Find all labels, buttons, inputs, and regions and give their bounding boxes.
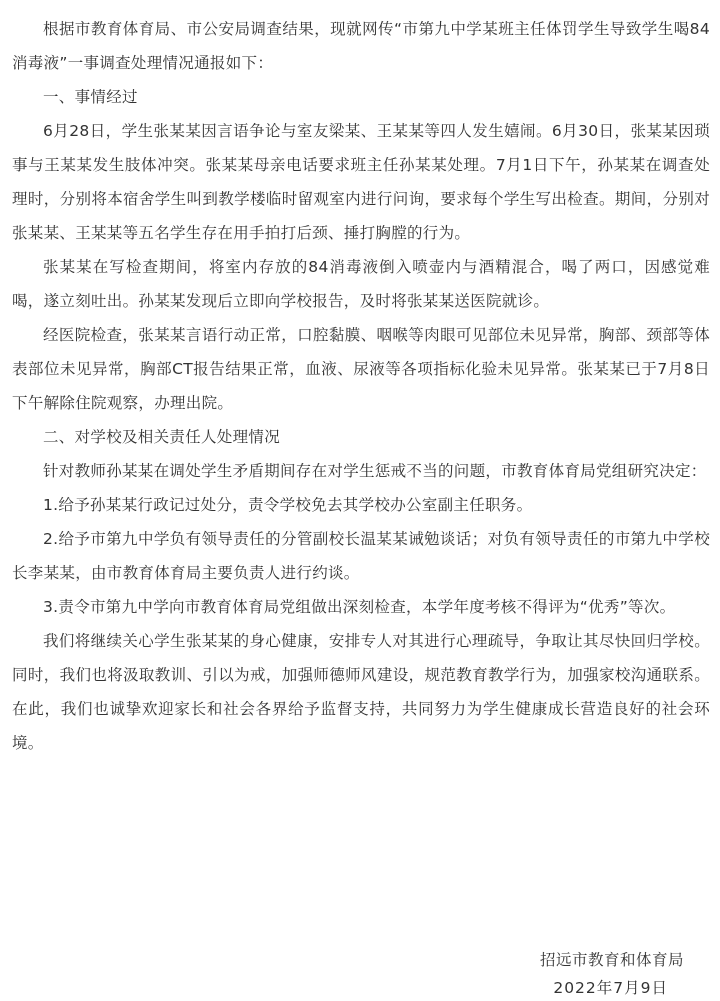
closing-paragraph: 我们将继续关心学生张某某的身心健康，安排专人对其进行心理疏导，争取让其尽快回归学校。同时，我们也将汲取教训、引以为戒，加强师德师风建设，规范教育教学行为，加强家校沟通联系。在此，我们也诚挚欢迎家长和社会各界给予监督支持，共同努力为学生健康成长营造良好的社会环境。 bbox=[12, 632, 710, 752]
decision-intro-paragraph: 针对教师孙某某在调处学生矛盾期间存在对学生惩戒不当的问题，市教育体育局党组研究决定： bbox=[43, 462, 707, 480]
decision-item-3: 3.责令市第九中学向市教育体育局党组做出深刻检查，本学年度考核不得评为“优秀”等次。 bbox=[43, 598, 676, 616]
section-heading-events: 一、事情经过 bbox=[43, 88, 138, 106]
disinfectant-paragraph: 张某某在写检查期间，将室内存放的84消毒液倒入喷壶内与酒精混合，喝了两口，因感觉难喝，遂立刻吐出。孙某某发现后立即向学校报告，及时将张某某送医院就诊。 bbox=[12, 258, 710, 310]
signature-organization: 招远市教育和体育局 bbox=[539, 951, 684, 969]
decision-item-2: 2.给予市第九中学负有领导责任的分管副校长温某某诫勉谈话；对负有领导责任的市第九中学校长李某某，由市教育体育局主要负责人进行约谈。 bbox=[12, 530, 710, 582]
medical-check-paragraph: 经医院检查，张某某言语行动正常，口腔黏膜、咽喉等肉眼可见部位未见异常，胸部、颈部等体表部位未见异常，胸部CT报告结果正常，血液、尿液等各项指标化验未见异常。张某某已于7月8日下午解除住院观察，办理出院。 bbox=[12, 326, 710, 412]
intro-paragraph: 根据市教育体育局、市公安局调查结果，现就网传“市第九中学某班主任体罚学生导致学生喝84消毒液”一事调查处理情况通报如下： bbox=[12, 20, 710, 72]
decision-item-1: 1.给予孙某某行政记过处分，责令学校免去其学校办公室副主任职务。 bbox=[43, 496, 533, 514]
signature-date: 2022年7月9日 bbox=[553, 979, 668, 997]
section-heading-handling: 二、对学校及相关责任人处理情况 bbox=[43, 428, 281, 446]
events-paragraph: 6月28日，学生张某某因言语争论与室友梁某、王某某等四人发生嬉闹。6月30日，张某某因琐事与王某某发生肢体冲突。张某某母亲电话要求班主任孙某某处理。7月1日下午，孙某某在调查处理时，分别将本宿舍学生叫到教学楼临时留观室内进行问询，要求每个学生写出检查。期间，分别对张某某、王某某等五名学生存在用手拍打后颈、捶打胸膛的行为。 bbox=[12, 122, 710, 242]
